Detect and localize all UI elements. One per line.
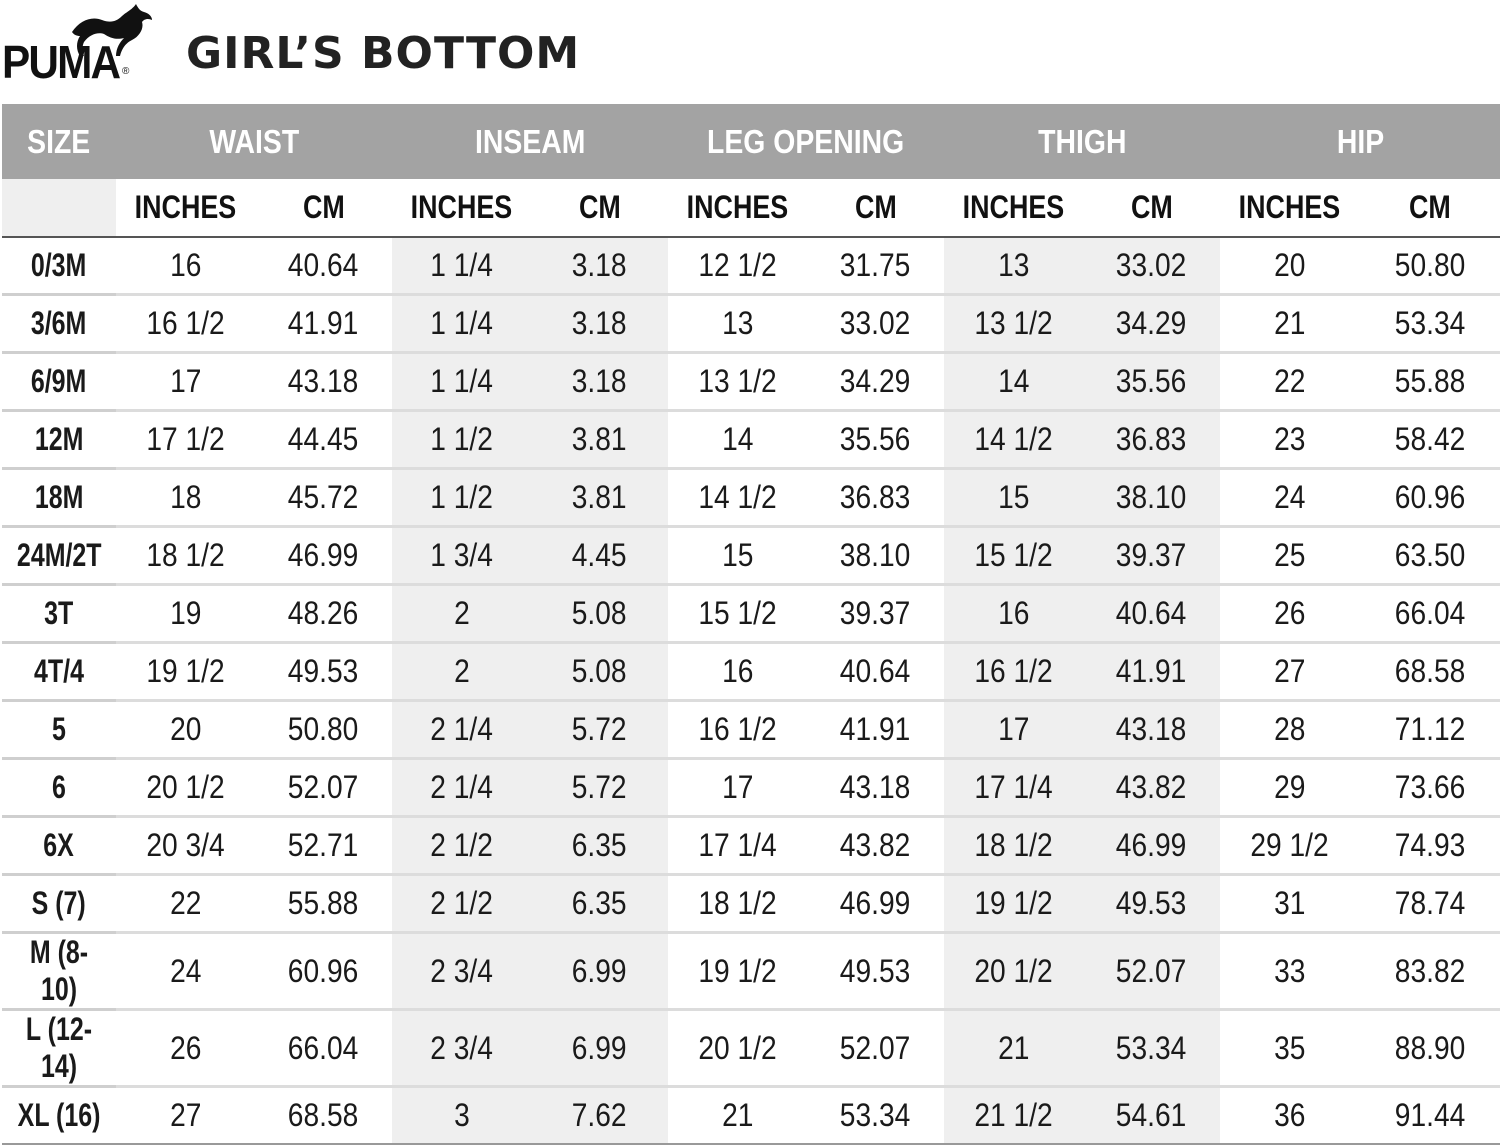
unit-header-blank bbox=[2, 179, 116, 237]
leg-opening-inches-cell: 15 1/2 bbox=[668, 585, 807, 643]
size-cell: 6/9M bbox=[2, 353, 116, 411]
waist-inches-cell: 16 bbox=[116, 237, 255, 295]
hip-cm-cell: 53.34 bbox=[1359, 295, 1500, 353]
thigh-cm-cell: 54.61 bbox=[1083, 1087, 1220, 1145]
leg-opening-cm-cell: 38.10 bbox=[807, 527, 944, 585]
waist-inches-header: INCHES bbox=[116, 179, 255, 237]
waist-cm-cell: 48.26 bbox=[255, 585, 392, 643]
table-row bbox=[2, 295, 1500, 353]
leg-opening-inches-cell: 12 1/2 bbox=[668, 237, 807, 295]
registered-mark: ® bbox=[122, 66, 130, 77]
size-cell: XL (16) bbox=[2, 1087, 116, 1145]
table-row bbox=[2, 353, 1500, 411]
table-row bbox=[2, 875, 1500, 933]
thigh-cm-cell: 36.83 bbox=[1083, 411, 1220, 469]
waist-cm-cell: 68.58 bbox=[255, 1087, 392, 1145]
thigh-inches-cell: 21 bbox=[944, 1010, 1083, 1087]
inseam-inches-cell: 2 3/4 bbox=[392, 933, 531, 1010]
size-cell: 5 bbox=[2, 701, 116, 759]
thigh-cm-cell: 39.37 bbox=[1083, 527, 1220, 585]
table-row bbox=[2, 1010, 1500, 1087]
hip-inches-cell: 25 bbox=[1220, 527, 1359, 585]
leg-opening-inches-cell: 19 1/2 bbox=[668, 933, 807, 1010]
inseam-cm-cell: 3.18 bbox=[531, 295, 668, 353]
thigh-cm-cell: 46.99 bbox=[1083, 817, 1220, 875]
inseam-inches-cell: 2 1/2 bbox=[392, 817, 531, 875]
table-row bbox=[2, 469, 1500, 527]
leg-opening-cm-cell: 39.37 bbox=[807, 585, 944, 643]
size-cell: 3T bbox=[2, 585, 116, 643]
inseam-cm-cell: 4.45 bbox=[531, 527, 668, 585]
hip-inches-cell: 33 bbox=[1220, 933, 1359, 1010]
table-row bbox=[2, 817, 1500, 875]
thigh-inches-cell: 13 1/2 bbox=[944, 295, 1083, 353]
leg-opening-cm-cell: 52.07 bbox=[807, 1010, 944, 1087]
waist-cm-cell: 43.18 bbox=[255, 353, 392, 411]
thigh-inches-cell: 21 1/2 bbox=[944, 1087, 1083, 1145]
inseam-inches-cell: 1 3/4 bbox=[392, 527, 531, 585]
inseam-inches-cell: 1 1/4 bbox=[392, 353, 531, 411]
leg-opening-inches-cell: 20 1/2 bbox=[668, 1010, 807, 1087]
leg-opening-inches-cell: 13 1/2 bbox=[668, 353, 807, 411]
leg-opening-cm-cell: 35.56 bbox=[807, 411, 944, 469]
hip-cm-cell: 58.42 bbox=[1359, 411, 1500, 469]
inseam-cm-cell: 6.99 bbox=[531, 933, 668, 1010]
thigh-inches-cell: 13 bbox=[944, 237, 1083, 295]
inseam-cm-cell: 6.35 bbox=[531, 817, 668, 875]
waist-cm-cell: 60.96 bbox=[255, 933, 392, 1010]
hip-inches-cell: 23 bbox=[1220, 411, 1359, 469]
leg-opening-cm-cell: 43.18 bbox=[807, 759, 944, 817]
leg-opening-inches-cell: 15 bbox=[668, 527, 807, 585]
inseam-inches-cell: 1 1/2 bbox=[392, 411, 531, 469]
leg-opening-inches-cell: 17 bbox=[668, 759, 807, 817]
table-row bbox=[2, 585, 1500, 643]
waist-column-header: WAIST bbox=[116, 104, 392, 179]
hip-cm-cell: 83.82 bbox=[1359, 933, 1500, 1010]
inseam-column-header: INSEAM bbox=[392, 104, 668, 179]
waist-cm-cell: 45.72 bbox=[255, 469, 392, 527]
waist-inches-cell: 20 1/2 bbox=[116, 759, 255, 817]
thigh-inches-header: INCHES bbox=[944, 179, 1083, 237]
size-cell: S (7) bbox=[2, 875, 116, 933]
waist-inches-cell: 20 3/4 bbox=[116, 817, 255, 875]
waist-cm-cell: 49.53 bbox=[255, 643, 392, 701]
hip-cm-cell: 88.90 bbox=[1359, 1010, 1500, 1087]
leg-opening-inches-cell: 16 bbox=[668, 643, 807, 701]
size-cell: 18M bbox=[2, 469, 116, 527]
size-cell: 0/3M bbox=[2, 237, 116, 295]
size-chart-body bbox=[2, 237, 1500, 1144]
waist-cm-cell: 40.64 bbox=[255, 237, 392, 295]
hip-inches-cell: 26 bbox=[1220, 585, 1359, 643]
leg-opening-cm-cell: 49.53 bbox=[807, 933, 944, 1010]
puma-logo bbox=[2, 2, 152, 88]
leg-opening-cm-cell: 41.91 bbox=[807, 701, 944, 759]
thigh-cm-cell: 41.91 bbox=[1083, 643, 1220, 701]
thigh-inches-cell: 17 1/4 bbox=[944, 759, 1083, 817]
thigh-inches-cell: 20 1/2 bbox=[944, 933, 1083, 1010]
inseam-inches-header: INCHES bbox=[392, 179, 531, 237]
inseam-inches-cell: 3 bbox=[392, 1087, 531, 1145]
hip-inches-header: INCHES bbox=[1220, 179, 1359, 237]
inseam-cm-cell: 6.99 bbox=[531, 1010, 668, 1087]
thigh-inches-cell: 14 1/2 bbox=[944, 411, 1083, 469]
leg-opening-cm-cell: 34.29 bbox=[807, 353, 944, 411]
hip-inches-cell: 29 1/2 bbox=[1220, 817, 1359, 875]
waist-inches-cell: 17 bbox=[116, 353, 255, 411]
waist-inches-cell: 18 bbox=[116, 469, 255, 527]
inseam-cm-cell: 7.62 bbox=[531, 1087, 668, 1145]
waist-inches-cell: 22 bbox=[116, 875, 255, 933]
waist-cm-cell: 52.07 bbox=[255, 759, 392, 817]
leg-opening-inches-cell: 13 bbox=[668, 295, 807, 353]
inseam-inches-cell: 2 1/4 bbox=[392, 759, 531, 817]
hip-cm-cell: 50.80 bbox=[1359, 237, 1500, 295]
hip-cm-cell: 78.74 bbox=[1359, 875, 1500, 933]
leg-opening-cm-cell: 46.99 bbox=[807, 875, 944, 933]
table-row bbox=[2, 527, 1500, 585]
hip-cm-cell: 91.44 bbox=[1359, 1087, 1500, 1145]
hip-cm-cell: 66.04 bbox=[1359, 585, 1500, 643]
inseam-cm-cell: 5.08 bbox=[531, 643, 668, 701]
size-cell: 24M/2T bbox=[2, 527, 116, 585]
table-row bbox=[2, 1087, 1500, 1145]
hip-inches-cell: 36 bbox=[1220, 1087, 1359, 1145]
inseam-cm-cell: 5.72 bbox=[531, 701, 668, 759]
group-header-row bbox=[2, 104, 1500, 179]
hip-cm-cell: 60.96 bbox=[1359, 469, 1500, 527]
hip-inches-cell: 24 bbox=[1220, 469, 1359, 527]
thigh-cm-cell: 43.82 bbox=[1083, 759, 1220, 817]
inseam-cm-cell: 6.35 bbox=[531, 875, 668, 933]
thigh-inches-cell: 16 1/2 bbox=[944, 643, 1083, 701]
thigh-inches-cell: 19 1/2 bbox=[944, 875, 1083, 933]
table-row bbox=[2, 933, 1500, 1010]
hip-inches-cell: 27 bbox=[1220, 643, 1359, 701]
thigh-cm-cell: 35.56 bbox=[1083, 353, 1220, 411]
waist-cm-cell: 44.45 bbox=[255, 411, 392, 469]
leg-opening-inches-cell: 17 1/4 bbox=[668, 817, 807, 875]
puma-wordmark: PUMA bbox=[2, 36, 120, 88]
header bbox=[0, 0, 1500, 104]
waist-cm-cell: 50.80 bbox=[255, 701, 392, 759]
waist-cm-cell: 66.04 bbox=[255, 1010, 392, 1087]
size-chart-table bbox=[2, 104, 1500, 1145]
hip-cm-header: CM bbox=[1359, 179, 1500, 237]
hip-inches-cell: 20 bbox=[1220, 237, 1359, 295]
hip-inches-cell: 35 bbox=[1220, 1010, 1359, 1087]
hip-inches-cell: 31 bbox=[1220, 875, 1359, 933]
waist-inches-cell: 20 bbox=[116, 701, 255, 759]
waist-inches-cell: 16 1/2 bbox=[116, 295, 255, 353]
leg-opening-cm-cell: 36.83 bbox=[807, 469, 944, 527]
size-cell: 3/6M bbox=[2, 295, 116, 353]
leg-opening-cm-header: CM bbox=[807, 179, 944, 237]
thigh-cm-cell: 53.34 bbox=[1083, 1010, 1220, 1087]
size-cell: 6 bbox=[2, 759, 116, 817]
table-row bbox=[2, 237, 1500, 295]
thigh-cm-cell: 33.02 bbox=[1083, 237, 1220, 295]
waist-inches-cell: 19 bbox=[116, 585, 255, 643]
size-cell: 6X bbox=[2, 817, 116, 875]
leg-opening-cm-cell: 31.75 bbox=[807, 237, 944, 295]
waist-cm-cell: 52.71 bbox=[255, 817, 392, 875]
waist-cm-cell: 46.99 bbox=[255, 527, 392, 585]
waist-inches-cell: 18 1/2 bbox=[116, 527, 255, 585]
thigh-inches-cell: 14 bbox=[944, 353, 1083, 411]
hip-cm-cell: 68.58 bbox=[1359, 643, 1500, 701]
thigh-cm-cell: 38.10 bbox=[1083, 469, 1220, 527]
size-column-header: SIZE bbox=[2, 104, 116, 179]
thigh-inches-cell: 16 bbox=[944, 585, 1083, 643]
waist-cm-header: CM bbox=[255, 179, 392, 237]
waist-inches-cell: 19 1/2 bbox=[116, 643, 255, 701]
inseam-inches-cell: 2 3/4 bbox=[392, 1010, 531, 1087]
inseam-cm-cell: 3.18 bbox=[531, 237, 668, 295]
leg-opening-inches-cell: 16 1/2 bbox=[668, 701, 807, 759]
inseam-cm-cell: 5.08 bbox=[531, 585, 668, 643]
size-cell: M (8-10) bbox=[2, 933, 116, 1010]
size-cell: L (12-14) bbox=[2, 1010, 116, 1087]
inseam-inches-cell: 2 bbox=[392, 643, 531, 701]
thigh-cm-cell: 34.29 bbox=[1083, 295, 1220, 353]
hip-inches-cell: 28 bbox=[1220, 701, 1359, 759]
unit-header-row bbox=[2, 179, 1500, 237]
hip-inches-cell: 29 bbox=[1220, 759, 1359, 817]
inseam-inches-cell: 2 1/4 bbox=[392, 701, 531, 759]
table-row bbox=[2, 701, 1500, 759]
hip-column-header: HIP bbox=[1220, 104, 1500, 179]
leg-opening-inches-cell: 14 1/2 bbox=[668, 469, 807, 527]
thigh-inches-cell: 15 bbox=[944, 469, 1083, 527]
leg-opening-inches-cell: 14 bbox=[668, 411, 807, 469]
inseam-inches-cell: 1 1/2 bbox=[392, 469, 531, 527]
leg-opening-cm-cell: 53.34 bbox=[807, 1087, 944, 1145]
waist-inches-cell: 27 bbox=[116, 1087, 255, 1145]
table-row bbox=[2, 411, 1500, 469]
hip-cm-cell: 74.93 bbox=[1359, 817, 1500, 875]
hip-cm-cell: 73.66 bbox=[1359, 759, 1500, 817]
inseam-cm-cell: 3.81 bbox=[531, 411, 668, 469]
leg-opening-inches-cell: 21 bbox=[668, 1087, 807, 1145]
inseam-inches-cell: 1 1/4 bbox=[392, 237, 531, 295]
inseam-inches-cell: 2 bbox=[392, 585, 531, 643]
waist-inches-cell: 24 bbox=[116, 933, 255, 1010]
hip-cm-cell: 55.88 bbox=[1359, 353, 1500, 411]
hip-cm-cell: 63.50 bbox=[1359, 527, 1500, 585]
thigh-inches-cell: 15 1/2 bbox=[944, 527, 1083, 585]
inseam-cm-cell: 3.18 bbox=[531, 353, 668, 411]
page-title: GIRL’S BOTTOM bbox=[186, 28, 581, 79]
inseam-inches-cell: 1 1/4 bbox=[392, 295, 531, 353]
hip-cm-cell: 71.12 bbox=[1359, 701, 1500, 759]
inseam-inches-cell: 2 1/2 bbox=[392, 875, 531, 933]
thigh-cm-cell: 43.18 bbox=[1083, 701, 1220, 759]
hip-inches-cell: 21 bbox=[1220, 295, 1359, 353]
thigh-cm-cell: 52.07 bbox=[1083, 933, 1220, 1010]
hip-inches-cell: 22 bbox=[1220, 353, 1359, 411]
size-cell: 4T/4 bbox=[2, 643, 116, 701]
thigh-column-header: THIGH bbox=[944, 104, 1220, 179]
waist-inches-cell: 17 1/2 bbox=[116, 411, 255, 469]
thigh-cm-cell: 40.64 bbox=[1083, 585, 1220, 643]
inseam-cm-cell: 5.72 bbox=[531, 759, 668, 817]
thigh-cm-header: CM bbox=[1083, 179, 1220, 237]
waist-inches-cell: 26 bbox=[116, 1010, 255, 1087]
inseam-cm-cell: 3.81 bbox=[531, 469, 668, 527]
thigh-inches-cell: 18 1/2 bbox=[944, 817, 1083, 875]
leg-opening-inches-header: INCHES bbox=[668, 179, 807, 237]
waist-cm-cell: 55.88 bbox=[255, 875, 392, 933]
inseam-cm-header: CM bbox=[531, 179, 668, 237]
waist-cm-cell: 41.91 bbox=[255, 295, 392, 353]
thigh-cm-cell: 49.53 bbox=[1083, 875, 1220, 933]
leg-opening-cm-cell: 43.82 bbox=[807, 817, 944, 875]
size-cell: 12M bbox=[2, 411, 116, 469]
table-row bbox=[2, 643, 1500, 701]
leg-opening-inches-cell: 18 1/2 bbox=[668, 875, 807, 933]
leg-opening-cm-cell: 33.02 bbox=[807, 295, 944, 353]
leg-opening-column-header: LEG OPENING bbox=[668, 104, 944, 179]
leg-opening-cm-cell: 40.64 bbox=[807, 643, 944, 701]
thigh-inches-cell: 17 bbox=[944, 701, 1083, 759]
table-row bbox=[2, 759, 1500, 817]
